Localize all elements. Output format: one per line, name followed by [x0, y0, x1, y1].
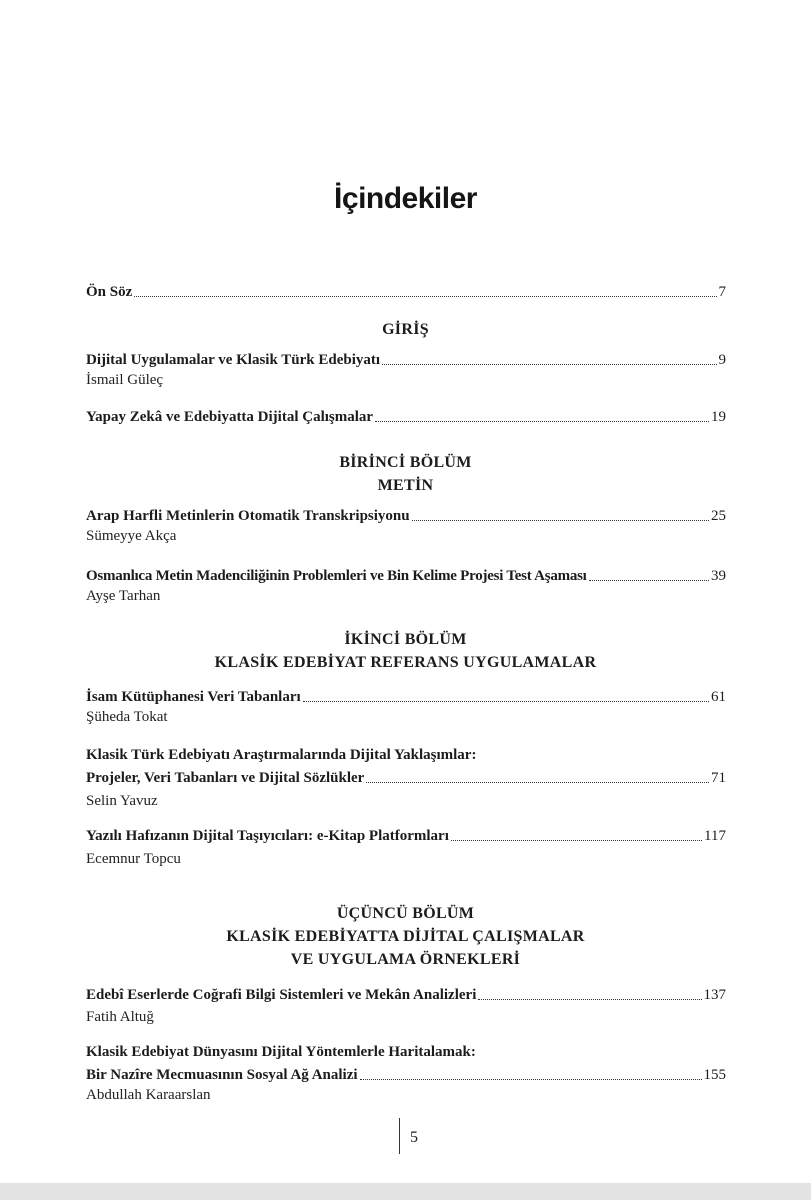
entry-page: 19	[711, 409, 726, 425]
section-subtitle: METİN	[377, 477, 434, 494]
entry-title: Edebî Eserlerde Coğrafi Bilgi Sistemleri ve Mekân Analizleri	[86, 987, 477, 1003]
dot-leader	[451, 839, 702, 841]
dot-leader	[303, 700, 709, 702]
toc-entry[interactable]	[86, 350, 726, 390]
section-title: GİRİŞ	[382, 321, 429, 338]
dot-leader	[589, 579, 709, 581]
entry-page: 155	[703, 1067, 726, 1083]
entry-title: Projeler, Veri Tabanları ve Dijital Sözlükler	[86, 770, 365, 786]
page-number-rule	[399, 1118, 400, 1154]
entry-page: 61	[711, 689, 726, 705]
section-title: BİRİNCİ BÖLÜM	[339, 454, 472, 471]
entry-author: Abdullah Karaarslan	[86, 1087, 211, 1103]
entry-title: Dijital Uygulamalar ve Klasik Türk Edebiyatı	[86, 352, 381, 368]
dot-leader	[360, 1078, 702, 1080]
entry-author: Fatih Altuğ	[86, 1009, 154, 1025]
entry-title: Yazılı Hafızanın Dijital Taşıyıcıları: e-Kitap Platformları	[86, 828, 449, 844]
entry-page: 39	[711, 568, 726, 584]
entry-title: Ön Söz	[86, 284, 133, 300]
page-title: İçindekiler	[334, 182, 477, 215]
toc-entry-preface[interactable]	[86, 282, 726, 302]
entry-page: 137	[703, 987, 726, 1003]
entry-author: Sümeyye Akça	[86, 528, 177, 544]
entry-author: İsmail Güleç	[86, 372, 164, 388]
section-subtitle: KLASİK EDEBİYAT REFERANS UYGULAMALAR	[214, 654, 597, 671]
dot-leader	[375, 420, 709, 422]
dot-leader	[412, 519, 709, 521]
toc-entry[interactable]	[86, 1042, 726, 1105]
entry-title: Arap Harfli Metinlerin Otomatik Transkripsiyonu	[86, 508, 410, 524]
entry-author: Ecemnur Topcu	[86, 851, 181, 867]
page-number: 5	[410, 1129, 418, 1146]
dot-leader	[478, 998, 701, 1000]
dot-leader	[134, 295, 716, 297]
toc-entry[interactable]	[86, 687, 726, 727]
entry-page: 71	[711, 770, 726, 786]
section-title: İKİNCİ BÖLÜM	[344, 631, 467, 648]
dot-leader	[382, 363, 716, 365]
section-heading-ucuncu	[0, 902, 811, 971]
section-heading-ikinci	[0, 628, 811, 674]
entry-title: Yapay Zekâ ve Edebiyatta Dijital Çalışmalar	[86, 409, 374, 425]
page-bottom-edge	[0, 1183, 811, 1200]
dot-leader	[366, 781, 709, 783]
entry-page: 25	[711, 508, 726, 524]
section-heading-birinci	[0, 451, 811, 497]
section-subtitle: VE UYGULAMA ÖRNEKLERİ	[290, 951, 521, 968]
toc-entry[interactable]	[86, 745, 726, 811]
entry-title: Osmanlıca Metin Madenciliğinin Problemleri ve Bin Kelime Projesi Test Aşaması	[86, 568, 587, 584]
entry-author: Şüheda Tokat	[86, 709, 168, 725]
toc-entry[interactable]	[86, 506, 726, 546]
toc-entry[interactable]	[86, 826, 726, 869]
entry-author: Selin Yavuz	[86, 793, 158, 809]
entry-title: İsam Kütüphanesi Veri Tabanları	[86, 689, 301, 705]
entry-title-line1: Klasik Edebiyat Dünyasını Dijital Yöntemlerle Haritalamak:	[86, 1044, 476, 1060]
entry-title: Bir Nazîre Mecmuasının Sosyal Ağ Analizi	[86, 1067, 358, 1083]
entry-title-line1: Klasik Türk Edebiyatı Araştırmalarında Dijital Yaklaşımlar:	[86, 747, 477, 763]
entry-page: 9	[718, 352, 726, 368]
toc-entry[interactable]	[86, 985, 726, 1027]
entry-page: 7	[718, 284, 726, 300]
toc-entry[interactable]	[86, 566, 726, 606]
entry-page: 117	[704, 828, 726, 844]
section-subtitle: KLASİK EDEBİYATTA DİJİTAL ÇALIŞMALAR	[226, 928, 585, 945]
section-heading-giris	[0, 318, 811, 341]
section-title: ÜÇÜNCÜ BÖLÜM	[336, 905, 475, 922]
entry-author: Ayşe Tarhan	[86, 588, 161, 604]
toc-entry[interactable]	[86, 407, 726, 427]
